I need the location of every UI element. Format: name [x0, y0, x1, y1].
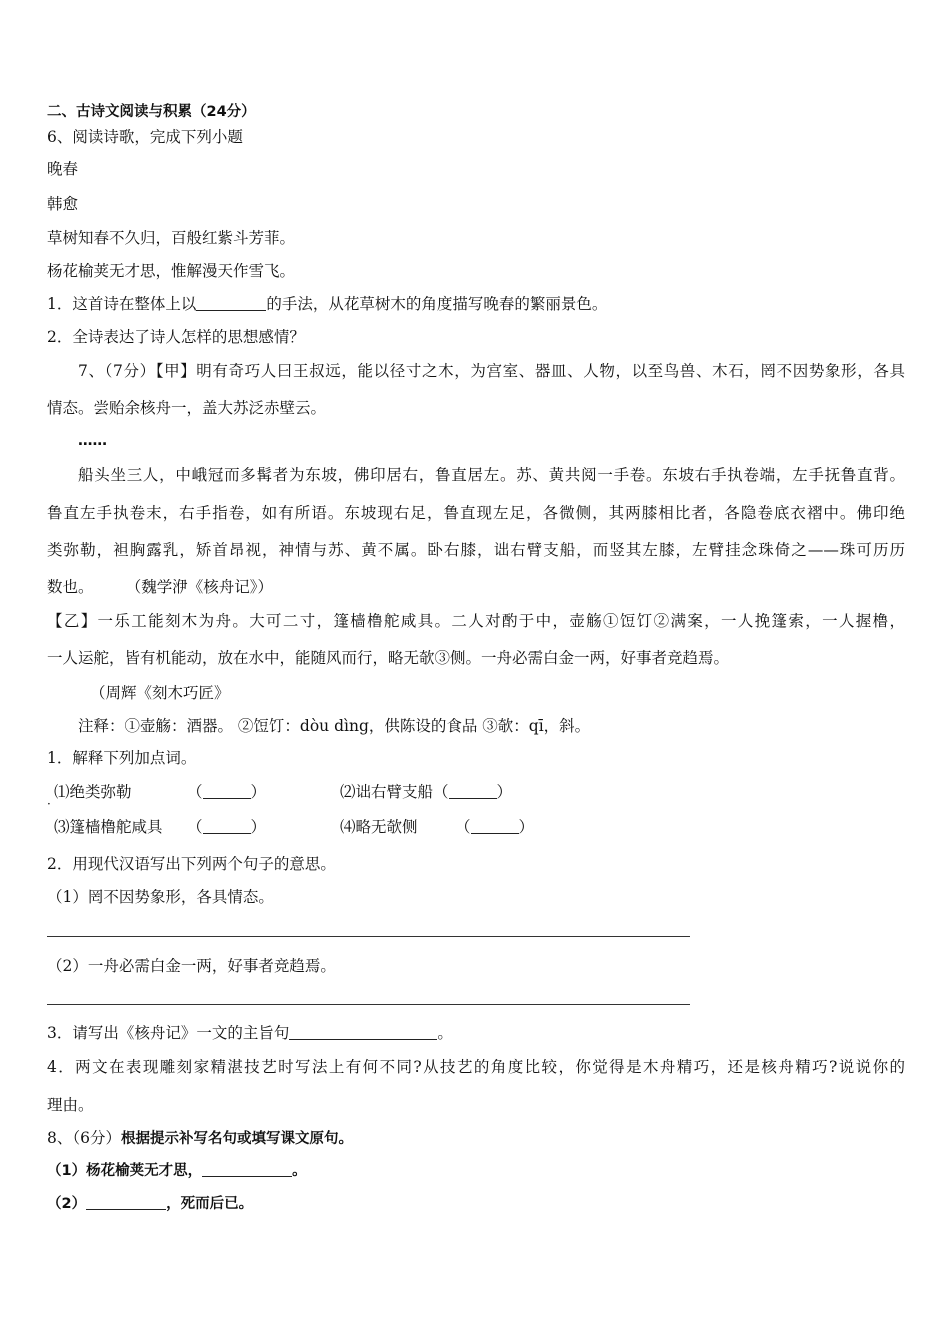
paren-open: （ [187, 783, 203, 801]
q7-sub4-line1: 4．两文在表现雕刻家精湛技艺时写法上有何不同?从技艺的角度比较，你觉得是木舟精巧，还是核舟精巧?说说你的 [47, 1058, 905, 1076]
paren-close: ） [250, 783, 267, 801]
q8-sentence-1 [47, 1160, 307, 1182]
answer-line-1[interactable] [47, 936, 690, 937]
q7-p2-line4 [47, 576, 273, 598]
q8-s2-after: ，死而后已。 [166, 1196, 254, 1212]
word-2-label: ⑵诎右臂支船（ [340, 783, 449, 801]
q7-sub3-before: 3．请写出《核舟记》一文的主旨句 [47, 1024, 290, 1042]
q7-p3-source: （周辉《刻木巧匠》 [90, 684, 230, 702]
poem-line-1: 草树知春不久归，百般红紫斗芳菲。 [47, 229, 296, 247]
q7-notes: 注释：①壶觞：酒器。 ②饾饤：dòu dìng，供陈设的食品 ③欹：qī，斜。 [78, 717, 591, 735]
answer-blank[interactable] [203, 817, 251, 834]
paren-close: ） [518, 818, 535, 836]
q7-sub4-line2: 理由。 [47, 1096, 94, 1114]
q7-p2-line2: 鲁直左手执卷末，右手指卷，如有所语。东坡现右足，鲁直现左足，各微侧，其两膝相比者，各隐卷底衣褶中。佛印绝 [47, 504, 905, 522]
q7-p2-line3: 类弥勒，袒胸露乳，矫首昂视，神情与苏、黄不属。卧右膝，诎右臂支船，而竖其左膝，左臂挂念珠倚之——珠可历历 [47, 541, 905, 559]
q7-p2-line4-text: 数也。 [47, 578, 94, 596]
answer-blank[interactable] [449, 782, 497, 799]
q7-p3-line2: 一人运舵，皆有机能动，放在水中，能随风而行，略无欹③侧。一舟必需白金一两，好事者竞趋焉。 [47, 649, 730, 667]
q7-sub3-blank[interactable] [289, 1023, 437, 1040]
answer-blank[interactable] [203, 782, 251, 799]
q7-ellipsis: …… [78, 433, 107, 449]
q6-sub1-after: 的手法，从花草树木的角度描写晚春的繁丽景色。 [266, 295, 608, 313]
q8-sentence-2 [47, 1193, 253, 1215]
q7-sentence-2: （2）一舟必需白金一两，好事者竞趋焉。 [47, 957, 336, 975]
word-4-answer[interactable] [455, 816, 534, 838]
paren-open: （ [187, 818, 203, 836]
paren-close: ） [250, 818, 267, 836]
answer-line-2[interactable] [47, 1004, 690, 1005]
q7-p3-line1: 【乙】一乐工能刻木为舟。大可二寸，篷樯橹舵咸具。二人对酌于中，壶觞①饾饤②满案，一人挽篷索，一人握橹， [47, 612, 905, 630]
q7-sub1: 1．解释下列加点词。 [47, 749, 197, 767]
word-3: ⑶篷樯橹舵咸具 [54, 818, 163, 836]
q7-p2-source: （魏学洢《核舟记》） [133, 578, 274, 596]
paren-close: ） [496, 783, 513, 801]
q6-sub1 [47, 293, 607, 315]
q6-sub1-blank[interactable] [196, 294, 266, 311]
q7-p1-line2: 情态。尝贻余核舟一，盖大苏泛赤壁云。 [47, 399, 327, 417]
q8-intro [47, 1127, 353, 1150]
word-1-answer[interactable] [187, 781, 266, 803]
word-2 [340, 781, 512, 803]
q7-p1-line1: 7、（7分）【甲】明有奇巧人曰王叔远，能以径寸之木，为宫室、器皿、人物，以至鸟兽、木石，罔不因势象形，各具 [78, 362, 905, 380]
q8-s2-blank[interactable] [86, 1193, 166, 1210]
poem-title: 晚春 [47, 160, 79, 178]
q7-p2-line1: 船头坐三人，中峨冠而多髯者为东坡，佛印居右，鲁直居左。苏、黄共阅一手卷。东坡右手执卷端，左手抚鲁直背。 [78, 466, 905, 484]
section-title: 二、古诗文阅读与积累（24分） [47, 104, 256, 120]
q8-s1-after: 。 [292, 1163, 307, 1179]
q7-sub3-after: 。 [437, 1024, 453, 1042]
q8-intro-num: 8、（6分） [47, 1129, 121, 1147]
q6-sub1-before: 1．这首诗在整体上以 [47, 295, 197, 313]
poem-author: 韩愈 [47, 195, 79, 213]
q8-s1-blank[interactable] [202, 1160, 292, 1177]
q8-s2-before: （2） [47, 1196, 87, 1212]
word-3-answer[interactable] [187, 816, 266, 838]
q8-s1-before: （1）杨花榆荚无才思， [47, 1163, 203, 1179]
q6-sub2: 2．全诗表达了诗人怎样的思想感情？ [47, 328, 305, 346]
answer-blank[interactable] [471, 817, 519, 834]
q6-intro: 6、阅读诗歌，完成下列小题 [47, 128, 243, 146]
poem-line-2: 杨花榆荚无才思，惟解漫天作雪飞。 [47, 262, 296, 280]
paren-open: （ [455, 818, 471, 836]
q7-sub3 [47, 1022, 453, 1044]
q7-sentence-1: （1）罔不因势象形，各具情态。 [47, 888, 274, 906]
q7-sub2: 2．用现代汉语写出下列两个句子的意思。 [47, 855, 336, 873]
stray-dot: · [47, 797, 51, 811]
q8-intro-text: 根据提示补写名句或填写课文原句。 [120, 1131, 353, 1147]
word-4: ⑷略无欹侧 [340, 818, 418, 836]
word-1: ⑴绝类弥勒 [54, 783, 132, 801]
